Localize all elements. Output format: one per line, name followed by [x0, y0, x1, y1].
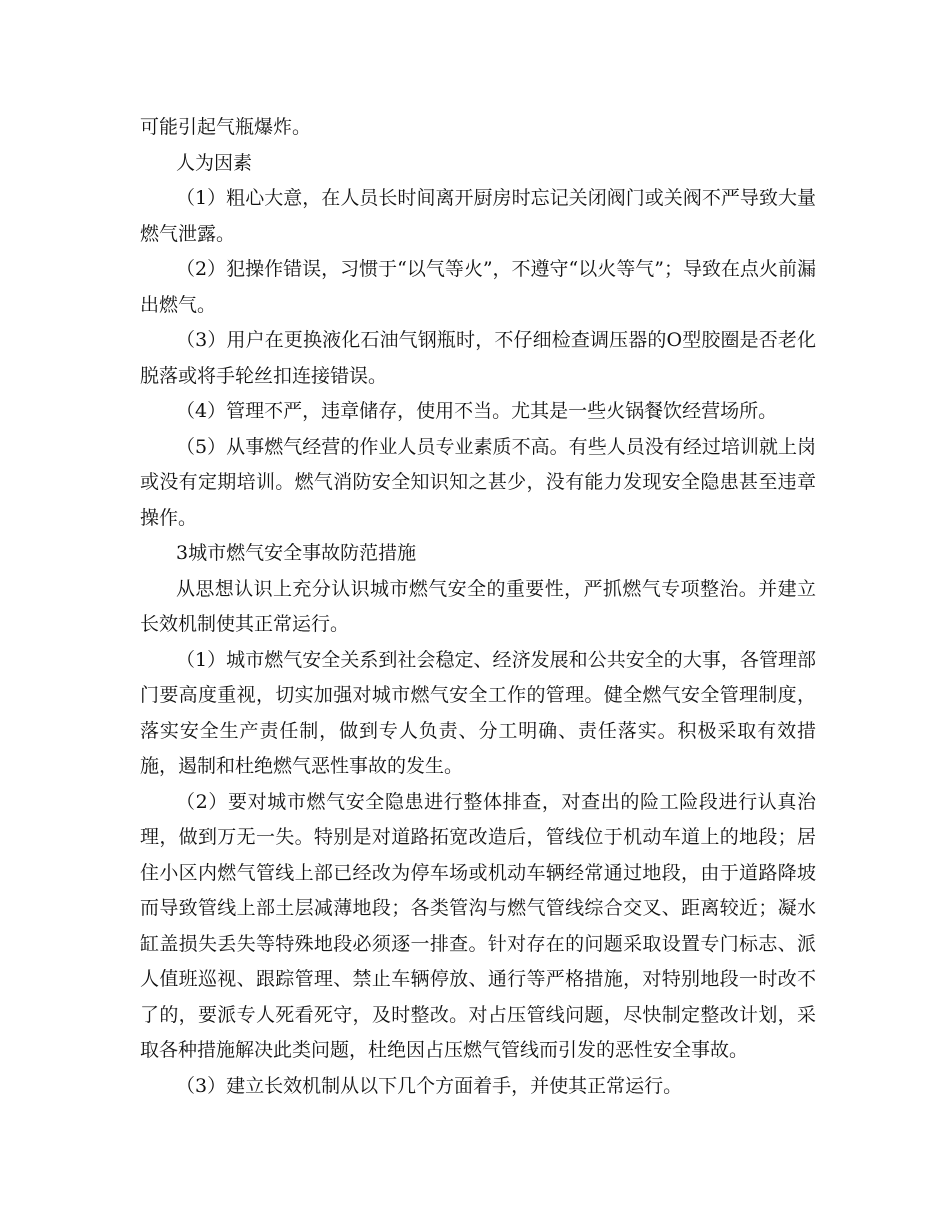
- paragraph-item-1: （1）粗心大意，在人员长时间离开厨房时忘记关闭阀门或关阀不严导致大量燃气泄露。: [140, 187, 816, 245]
- paragraph-item-5: （5）从事燃气经营的作业人员专业素质不高。有些人员没有经过培训就上岗或没有定期培训。燃气消防安全知识知之甚少，没有能力发现安全隐患甚至违章操作。: [140, 435, 816, 529]
- section-heading-prevention: 3城市燃气安全事故防范措施: [176, 542, 417, 564]
- paragraph-item-3: （3）用户在更换液化石油气钢瓶时，不仔细检查调压器的O型胶圈是否老化脱落或将手轮丝扣连接错误。: [140, 329, 816, 387]
- paragraph-item-4: （4）管理不严，违章储存，使用不当。尤其是一些火锅餐饮经营场所。: [176, 400, 778, 422]
- intro-paragraph: 从思想认识上充分认识城市燃气安全的重要性，严抓燃气专项整治。并建立长效机制使其正常运行。: [140, 577, 816, 635]
- section-heading-human-factors: 人为因素: [176, 151, 253, 174]
- paragraph-item-2: （2）犯操作错误，习惯于“以气等火”，不遵守“以火等气”；导致在点火前漏出燃气。: [140, 258, 816, 316]
- measure-paragraph-1: （1）城市燃气安全关系到社会稳定、经济发展和公共安全的大事，各管理部门要高度重视，切实加强对城市燃气安全工作的管理。健全燃气安全管理制度，落实安全生产责任制，做到专人负责、分工明确、责任落实。积极采取有效措施，遏制和杜绝燃气恶性事故的发生。: [140, 648, 816, 777]
- document-body: [140, 110, 816, 1104]
- continuation-paragraph: 可能引起气瓶爆炸。: [140, 116, 312, 138]
- measure-paragraph-2: （2）要对城市燃气安全隐患进行整体排查，对查出的险工险段进行认真治理，做到万无一失。特别是对道路拓宽改造后，管线位于机动车道上的地段；居住小区内燃气管线上部已经改为停车场或机动车辆经常通过地段，由于道路降坡而导致管线上部土层减薄地段；各类管沟与燃气管线综合交叉、距离较近；凝水缸盖损失丢失等特殊地段必须逐一排查。针对存在的问题采取设置专门标志、派人值班巡视、跟踪管理、禁止车辆停放、通行等严格措施，对特别地段一时改不了的，要派专人死看死守，及时整改。对占压管线问题，尽快制定整改计划，采取各种措施解决此类问题，杜绝因占压燃气管线而引发的恶性安全事故。: [140, 790, 816, 1061]
- measure-paragraph-3: （3）建立长效机制从以下几个方面着手，并使其正常运行。: [176, 1074, 683, 1097]
